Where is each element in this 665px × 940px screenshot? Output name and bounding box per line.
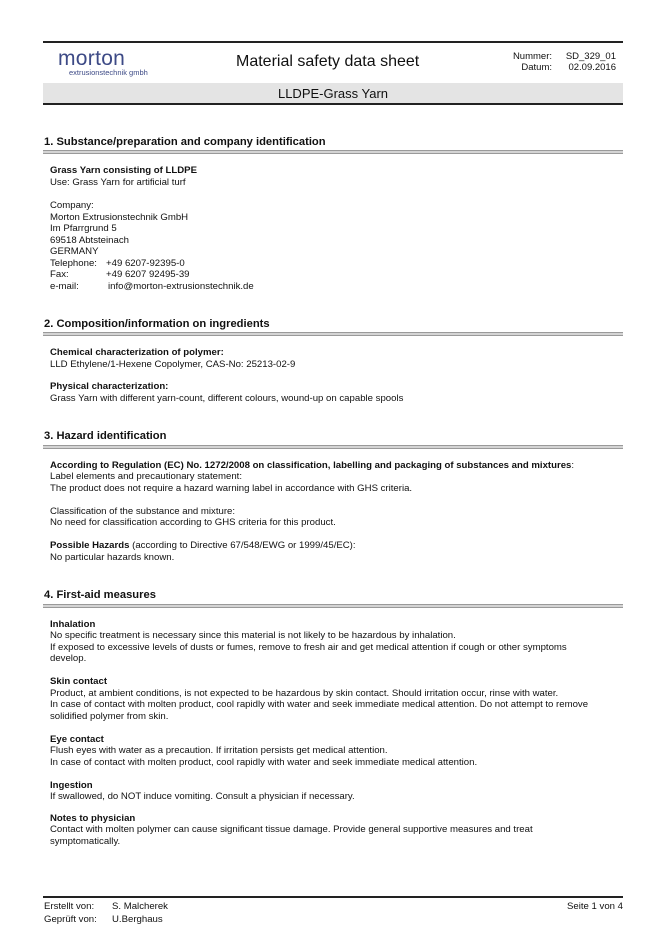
notes-heading: Notes to physician bbox=[50, 813, 136, 824]
inhalation-line-1: No specific treatment is necessary since this material is not likely to be hazardous by inhalation. bbox=[50, 630, 456, 641]
possible-hazards-bold: Possible Hazards bbox=[50, 540, 130, 551]
company-city: 69518 Abtsteinach bbox=[50, 235, 129, 246]
company-logo: morton bbox=[58, 47, 126, 70]
telephone-label: Telephone: bbox=[50, 258, 97, 269]
regulation-heading-colon: : bbox=[571, 460, 575, 471]
hazards-text: No particular hazards known. bbox=[50, 552, 175, 563]
telephone-value: +49 6207-92395-0 bbox=[106, 258, 185, 269]
company-street: Im Pfarrgrund 5 bbox=[50, 223, 117, 234]
skin-line-2: In case of contact with molten product, cool rapidly with water and seek immediate medical attention. Do not attempt to remove bbox=[50, 699, 589, 710]
document-title: Material safety data sheet bbox=[236, 53, 420, 70]
product-use: Use: Grass Yarn for artificial turf bbox=[50, 177, 186, 188]
checked-by-value: U.Berghaus bbox=[112, 914, 163, 925]
inhalation-line-2: If exposed to excessive levels of dusts or fumes, remove to fresh air and get medical attention if cough or other symptoms bbox=[50, 642, 567, 653]
regulation-heading-text: According to Regulation (EC) No. 1272/2008 on classification, labelling and packaging of substances and mixtures bbox=[50, 460, 572, 471]
section-1-rule bbox=[43, 150, 623, 154]
possible-hazards bbox=[50, 540, 356, 551]
section-3-rule bbox=[43, 445, 623, 449]
label-statement: The product does not require a hazard warning label in accordance with GHS criteria. bbox=[50, 483, 413, 494]
label-elements: Label elements and precautionary statement: bbox=[50, 471, 242, 482]
classification-text: No need for classification according to GHS criteria for this product. bbox=[50, 517, 336, 528]
notes-line-1: Contact with molten polymer can cause significant tissue damage. Provide general supportive measures and treat bbox=[50, 824, 533, 835]
eye-line-2: In case of contact with molten product, cool rapidly with water and seek immediate medical attention. bbox=[50, 757, 478, 768]
physical-heading: Physical characterization: bbox=[50, 381, 169, 392]
product-name: LLDPE-Grass Yarn bbox=[277, 86, 389, 101]
email-value: info@morton-extrusionstechnik.de bbox=[108, 281, 254, 292]
classification-heading: Classification of the substance and mixture: bbox=[50, 506, 236, 517]
regulation-heading bbox=[50, 460, 574, 471]
notes-line-2: symptomatically. bbox=[50, 836, 121, 847]
date-label: Datum: bbox=[521, 62, 552, 73]
created-by-label: Erstellt von: bbox=[44, 901, 95, 912]
email-label: e-mail: bbox=[50, 281, 79, 292]
chemical-text: LLD Ethylene/1-Hexene Copolymer, CAS-No: 25213-02-9 bbox=[50, 359, 296, 370]
number-label: Nummer: bbox=[512, 51, 552, 62]
ingestion-heading: Ingestion bbox=[50, 780, 93, 791]
skin-line-3: solidified polymer from skin. bbox=[50, 711, 169, 722]
skin-heading: Skin contact bbox=[50, 676, 108, 687]
section-2-title: 2. Composition/information on ingredients bbox=[44, 318, 270, 330]
section-4-rule bbox=[43, 604, 623, 608]
physical-text: Grass Yarn with different yarn-count, different colours, wound-up on capable spools bbox=[50, 393, 404, 404]
footer-rule bbox=[43, 896, 623, 898]
product-heading: Grass Yarn consisting of LLDPE bbox=[50, 165, 197, 176]
date-value: 02.09.2016 bbox=[568, 62, 616, 73]
header-top-rule bbox=[43, 41, 623, 43]
chemical-heading: Chemical characterization of polymer: bbox=[50, 347, 224, 358]
company-name: Morton Extrusionstechnik GmbH bbox=[50, 212, 189, 223]
company-logo-subtitle: extrusionstechnik gmbh bbox=[69, 68, 148, 77]
inhalation-line-3: develop. bbox=[50, 653, 87, 664]
eye-heading: Eye contact bbox=[50, 734, 104, 745]
fax-label: Fax: bbox=[50, 269, 69, 280]
eye-line-1: Flush eyes with water as a precaution. If irritation persists get medical attention. bbox=[50, 745, 388, 756]
company-country: GERMANY bbox=[50, 246, 99, 257]
checked-by-label: Geprüft von: bbox=[44, 914, 97, 925]
created-by-value: S. Malcherek bbox=[112, 901, 168, 912]
fax-value: +49 6207 92495-39 bbox=[106, 269, 190, 280]
section-4-title: 4. First-aid measures bbox=[44, 589, 156, 601]
possible-hazards-rest: (according to Directive 67/548/EWG or 1999/45/EC): bbox=[129, 540, 356, 551]
ingestion-line-1: If swallowed, do NOT induce vomiting. Consult a physician if necessary. bbox=[50, 791, 355, 802]
page-number: Seite 1 von 4 bbox=[566, 901, 623, 912]
skin-line-1: Product, at ambient conditions, is not expected to be hazardous by skin contact. Should irritation occur, rinse with water. bbox=[50, 688, 559, 699]
section-1-title: 1. Substance/preparation and company identification bbox=[44, 136, 326, 148]
number-value: SD_329_01 bbox=[565, 51, 616, 62]
company-label: Company: bbox=[50, 200, 94, 211]
inhalation-heading: Inhalation bbox=[50, 619, 96, 630]
section-3-title: 3. Hazard identification bbox=[44, 430, 167, 442]
section-2-rule bbox=[43, 332, 623, 336]
